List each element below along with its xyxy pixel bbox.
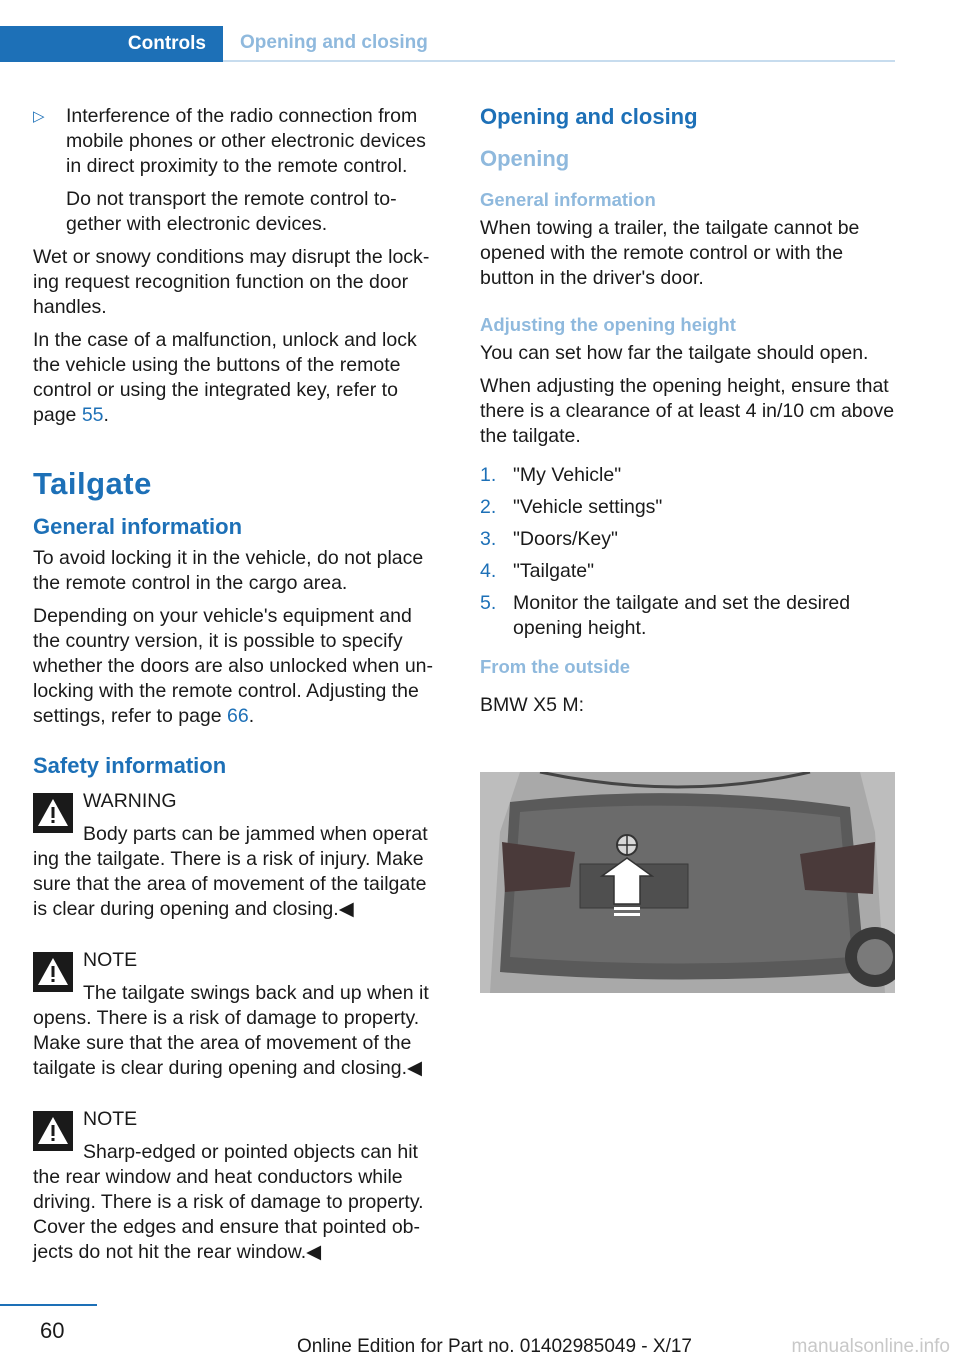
- paragraph-towing: When towing a trailer, the tailgate cannot be opened with the remote control or with the button in the driver's door.: [480, 217, 860, 289]
- warning-triangle-icon: [33, 793, 73, 833]
- paragraph-wet: Wet or snowy conditions may disrupt the locking request recognition function on the door handles.: [33, 246, 430, 318]
- note-text-line1: The tailgate swings back and up when it: [83, 982, 429, 1004]
- page-link-55[interactable]: 55: [81, 404, 104, 426]
- note-title: NOTE: [83, 949, 138, 971]
- heading-from-outside: From the outside: [480, 656, 631, 677]
- note-text: opens. There is a risk of damage to property. Make sure that the area of movement of the tailgate is clear during opening and closing.◀: [33, 1007, 422, 1079]
- list-item: 3. "Doors/Key": [480, 528, 618, 550]
- paragraph-depending: Depending on your vehicle's equipment and the country version, it is possible to specify whether the doors are also unlocked when unlocking with the remote control. Adjusting the settings, refer to page 66.: [33, 605, 434, 727]
- paragraph-malfunction: In the case of a malfunction, unlock and lock the vehicle using the buttons of the remote control or using the integrated key, refer to page 55.: [33, 329, 417, 426]
- steps-list: [480, 463, 895, 641]
- warning-title: WARNING: [83, 790, 177, 812]
- paragraph-avoid-locking: To avoid locking it in the vehicle, do not place the remote control in the cargo area.: [33, 547, 424, 594]
- right-column: [480, 104, 895, 726]
- triangle-bullet-icon: ▷: [33, 108, 45, 125]
- page-header: [0, 26, 895, 62]
- heading-opening-and-closing: Opening and closing: [480, 104, 698, 129]
- warning-triangle-icon: [33, 1111, 73, 1151]
- header-rule: [223, 60, 895, 62]
- paragraph-model: BMW X5 M:: [480, 694, 585, 716]
- bullet-subtext: Do not transport the remote control together with electronic devices.: [66, 188, 397, 235]
- left-column: [33, 104, 441, 1291]
- footer-rule: [0, 1304, 97, 1306]
- warning-text-line1: Body parts can be jammed when operat: [83, 823, 428, 845]
- list-item: 2. "Vehicle settings": [480, 496, 663, 518]
- heading-tailgate: Tailgate: [33, 466, 152, 501]
- heading-adjusting-height: Adjusting the opening height: [480, 314, 736, 335]
- warning-text: ing the tailgate. There is a risk of injury. Make sure that the area of movement of the tailgate is clear during opening and closing.◀: [33, 848, 427, 920]
- note-block: [33, 948, 441, 1081]
- note-block: [33, 1107, 441, 1265]
- car-rear-illustration: [480, 772, 895, 993]
- note-text: the rear window and heat conductors while driving. There is a risk of damage to property. Cover the edges and ensure that pointed objects do not hit the rear window.◀: [33, 1166, 424, 1263]
- note-title: NOTE: [83, 1108, 138, 1130]
- warning-block: [33, 789, 441, 922]
- list-item: 1. "My Vehicle": [480, 464, 622, 486]
- header-tab-controls[interactable]: Controls: [0, 26, 223, 62]
- note-text-line1: Sharp-edged or pointed objects can hit: [83, 1141, 418, 1163]
- page-number: 60: [40, 1318, 65, 1343]
- list-item: 5. Monitor the tailgate and set the desired opening height.: [480, 592, 851, 639]
- edition-text: Online Edition for Part no. 01402985049 - X/17: [296, 1336, 692, 1357]
- heading-general-information: General information: [33, 514, 243, 539]
- bullet-item: [33, 104, 441, 237]
- bullet-text: Interference of the radio connection from mobile phones or other electronic devices in direct proximity to the remote control.: [66, 105, 426, 177]
- paragraph-adjust-1: You can set how far the tailgate should open.: [480, 342, 869, 364]
- list-item: 4. "Tailgate": [480, 560, 595, 582]
- page-link-66[interactable]: 66: [227, 705, 249, 727]
- heading-safety-information: Safety information: [33, 753, 227, 778]
- watermark: manualsonline.info: [791, 1336, 950, 1357]
- warning-triangle-icon: [33, 952, 73, 992]
- heading-opening: Opening: [480, 146, 570, 171]
- heading-general-information: General information: [480, 189, 656, 210]
- header-tab-section[interactable]: Opening and closing: [240, 32, 428, 53]
- paragraph-adjust-2: When adjusting the opening height, ensure that there is a clearance of at least 4 in/10 cm above the tailgate.: [480, 375, 895, 447]
